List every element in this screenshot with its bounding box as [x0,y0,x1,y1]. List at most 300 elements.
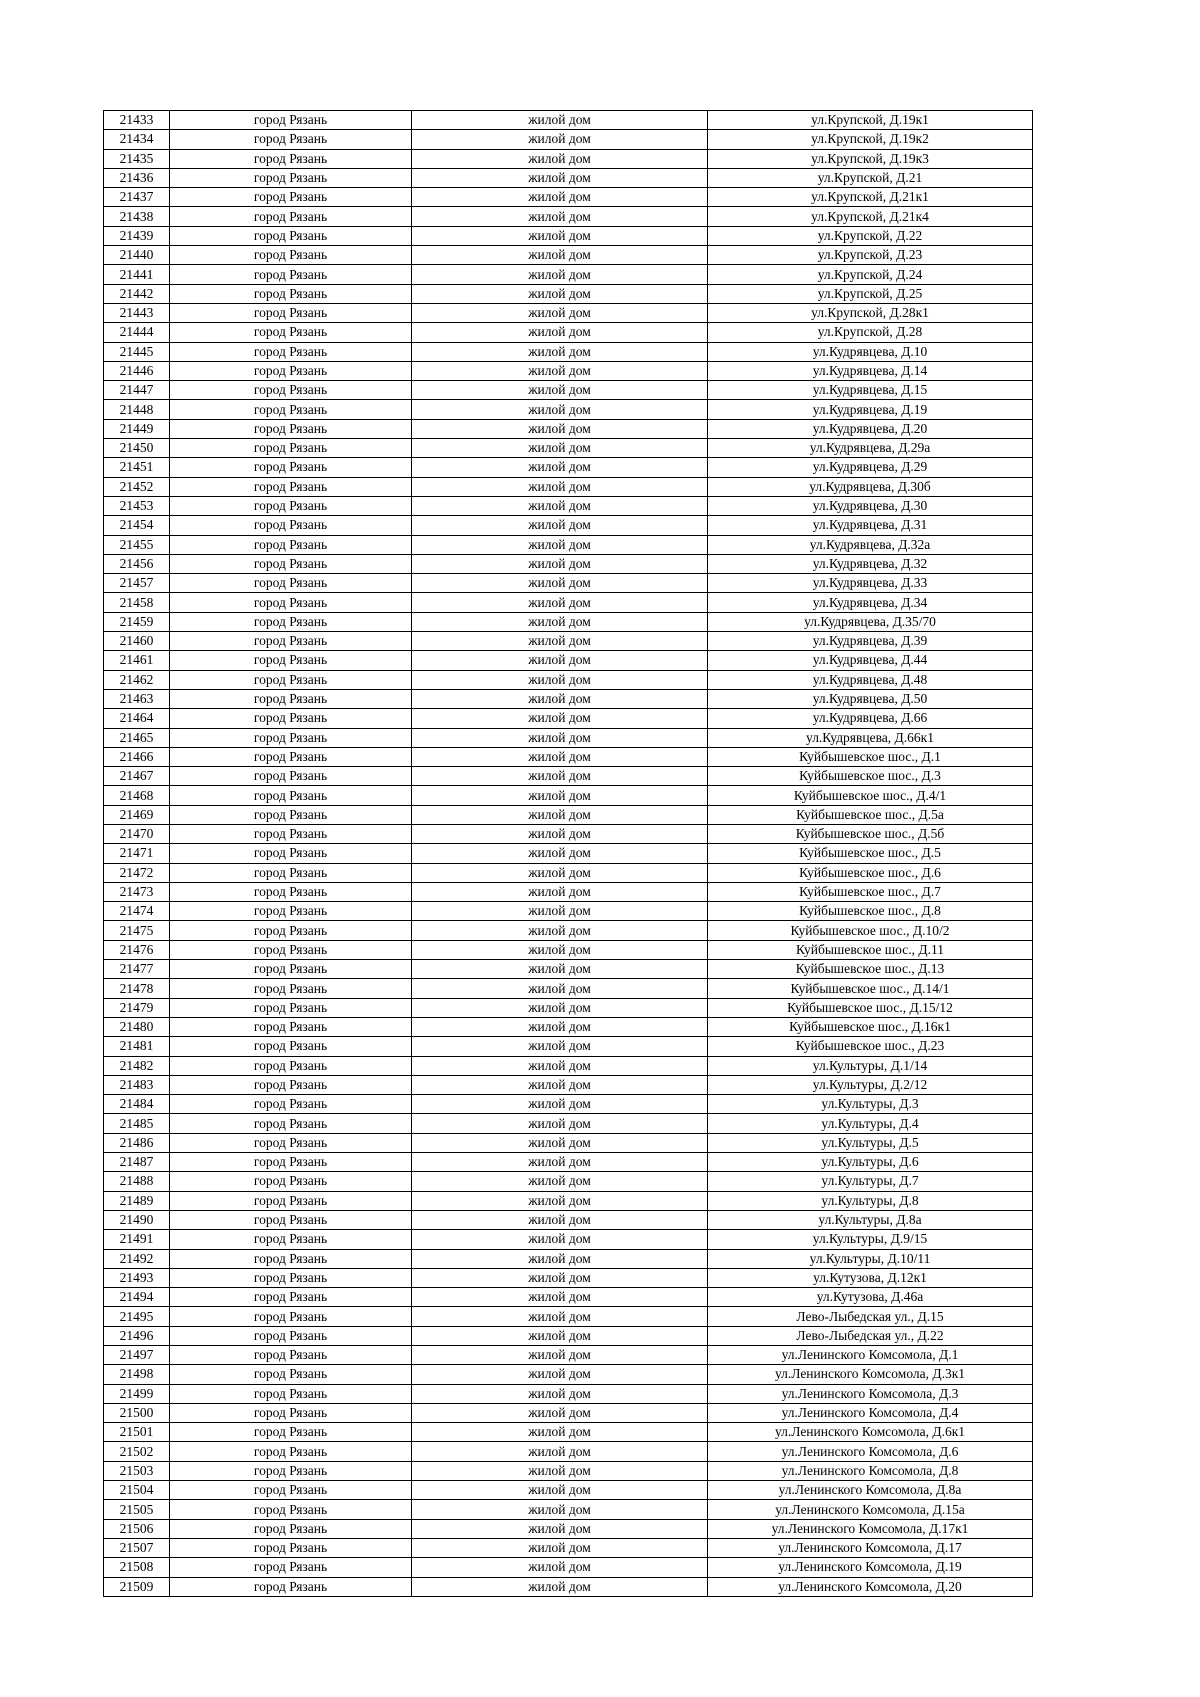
table-row [104,1442,1033,1461]
table-row [104,477,1033,496]
city-cell: город Рязань [170,844,412,863]
row-number-cell: 21441 [104,265,170,284]
city-cell: город Рязань [170,1210,412,1229]
city-cell: город Рязань [170,1017,412,1036]
address-cell: Куйбышевское шос., Д.15/12 [708,998,1033,1017]
row-number-cell: 21503 [104,1461,170,1480]
address-cell: Куйбышевское шос., Д.1 [708,747,1033,766]
building-type-cell: жилой дом [412,1326,708,1345]
address-cell: ул.Крупской, Д.21к1 [708,188,1033,207]
address-cell: ул.Ленинского Комсомола, Д.19 [708,1558,1033,1577]
row-number-cell: 21457 [104,574,170,593]
row-number-cell: 21455 [104,535,170,554]
row-number-cell: 21508 [104,1558,170,1577]
building-type-cell: жилой дом [412,265,708,284]
building-type-cell: жилой дом [412,1037,708,1056]
building-type-cell: жилой дом [412,844,708,863]
row-number-cell: 21468 [104,786,170,805]
city-cell: город Рязань [170,419,412,438]
building-type-cell: жилой дом [412,824,708,843]
address-cell: ул.Ленинского Комсомола, Д.17 [708,1538,1033,1557]
city-cell: город Рязань [170,342,412,361]
table-row [104,130,1033,149]
row-number-cell: 21479 [104,998,170,1017]
row-number-cell: 21476 [104,940,170,959]
address-cell: ул.Кудрявцева, Д.66к1 [708,728,1033,747]
building-type-cell: жилой дом [412,689,708,708]
address-cell: ул.Крупской, Д.28 [708,323,1033,342]
table-row [104,1153,1033,1172]
city-cell: город Рязань [170,1075,412,1094]
row-number-cell: 21444 [104,323,170,342]
building-type-cell: жилой дом [412,168,708,187]
building-type-cell: жилой дом [412,1442,708,1461]
table-row [104,496,1033,515]
building-type-cell: жилой дом [412,149,708,168]
city-cell: город Рязань [170,1538,412,1557]
address-cell: ул.Ленинского Комсомола, Д.1 [708,1346,1033,1365]
table-row [104,361,1033,380]
city-cell: город Рязань [170,381,412,400]
city-cell: город Рязань [170,1403,412,1422]
address-cell: ул.Культуры, Д.8а [708,1210,1033,1229]
row-number-cell: 21487 [104,1153,170,1172]
table-row [104,998,1033,1017]
building-type-cell: жилой дом [412,960,708,979]
city-cell: город Рязань [170,400,412,419]
row-number-cell: 21480 [104,1017,170,1036]
table-row [104,1403,1033,1422]
building-type-cell: жилой дом [412,419,708,438]
row-number-cell: 21507 [104,1538,170,1557]
row-number-cell: 21489 [104,1191,170,1210]
address-cell: ул.Кудрявцева, Д.32 [708,554,1033,573]
building-type-cell: жилой дом [412,226,708,245]
address-cell: ул.Культуры, Д.5 [708,1133,1033,1152]
address-cell: ул.Кудрявцева, Д.19 [708,400,1033,419]
city-cell: город Рязань [170,323,412,342]
row-number-cell: 21453 [104,496,170,515]
address-cell: Куйбышевское шос., Д.11 [708,940,1033,959]
table-row [104,1346,1033,1365]
building-type-cell: жилой дом [412,1153,708,1172]
city-cell: город Рязань [170,767,412,786]
row-number-cell: 21502 [104,1442,170,1461]
address-cell: Куйбышевское шос., Д.6 [708,863,1033,882]
row-number-cell: 21470 [104,824,170,843]
city-cell: город Рязань [170,998,412,1017]
row-number-cell: 21497 [104,1346,170,1365]
row-number-cell: 21478 [104,979,170,998]
building-type-cell: жилой дом [412,670,708,689]
row-number-cell: 21451 [104,458,170,477]
table-row [104,767,1033,786]
table-row [104,419,1033,438]
table-row [104,1191,1033,1210]
building-type-cell: жилой дом [412,747,708,766]
row-number-cell: 21452 [104,477,170,496]
table-row [104,844,1033,863]
city-cell: город Рязань [170,111,412,130]
table-row [104,1210,1033,1229]
building-type-cell: жилой дом [412,535,708,554]
building-type-cell: жилой дом [412,1095,708,1114]
row-number-cell: 21440 [104,246,170,265]
building-type-cell: жилой дом [412,207,708,226]
building-type-cell: жилой дом [412,863,708,882]
table-row [104,207,1033,226]
address-cell: ул.Культуры, Д.2/12 [708,1075,1033,1094]
row-number-cell: 21477 [104,960,170,979]
row-number-cell: 21472 [104,863,170,882]
city-cell: город Рязань [170,265,412,284]
table-row [104,632,1033,651]
table-row [104,1481,1033,1500]
table-row [104,1500,1033,1519]
table-row [104,979,1033,998]
row-number-cell: 21464 [104,709,170,728]
table-row [104,284,1033,303]
city-cell: город Рязань [170,1268,412,1287]
address-cell: ул.Кудрявцева, Д.50 [708,689,1033,708]
address-cell: ул.Кудрявцева, Д.10 [708,342,1033,361]
building-type-cell: жилой дом [412,496,708,515]
address-cell: Куйбышевское шос., Д.14/1 [708,979,1033,998]
row-number-cell: 21460 [104,632,170,651]
building-type-cell: жилой дом [412,516,708,535]
table-row [104,188,1033,207]
table-row [104,709,1033,728]
address-cell: Куйбышевское шос., Д.7 [708,882,1033,901]
address-cell: Куйбышевское шос., Д.13 [708,960,1033,979]
address-cell: ул.Культуры, Д.6 [708,1153,1033,1172]
city-cell: город Рязань [170,1288,412,1307]
building-type-cell: жилой дом [412,381,708,400]
row-number-cell: 21461 [104,651,170,670]
building-type-cell: жилой дом [412,1307,708,1326]
table-row [104,1017,1033,1036]
city-cell: город Рязань [170,689,412,708]
city-cell: город Рязань [170,863,412,882]
row-number-cell: 21509 [104,1577,170,1596]
address-cell: ул.Крупской, Д.25 [708,284,1033,303]
row-number-cell: 21436 [104,168,170,187]
address-cell: ул.Кудрявцева, Д.30 [708,496,1033,515]
address-cell: Куйбышевское шос., Д.4/1 [708,786,1033,805]
building-type-cell: жилой дом [412,284,708,303]
city-cell: город Рязань [170,1172,412,1191]
table-row [104,168,1033,187]
building-type-cell: жилой дом [412,188,708,207]
address-cell: ул.Крупской, Д.21 [708,168,1033,187]
row-number-cell: 21473 [104,882,170,901]
row-number-cell: 21435 [104,149,170,168]
table-row [104,323,1033,342]
row-number-cell: 21459 [104,612,170,631]
table-row [104,1423,1033,1442]
building-type-cell: жилой дом [412,1210,708,1229]
building-type-cell: жилой дом [412,1500,708,1519]
address-cell: ул.Кудрявцева, Д.31 [708,516,1033,535]
city-cell: город Рязань [170,458,412,477]
building-type-cell: жилой дом [412,1268,708,1287]
row-number-cell: 21443 [104,303,170,322]
address-cell: Куйбышевское шос., Д.5б [708,824,1033,843]
address-cell: Куйбышевское шос., Д.10/2 [708,921,1033,940]
city-cell: город Рязань [170,361,412,380]
row-number-cell: 21446 [104,361,170,380]
building-type-cell: жилой дом [412,1230,708,1249]
table-row [104,342,1033,361]
address-cell: Лево-Лыбедская ул., Д.15 [708,1307,1033,1326]
building-type-cell: жилой дом [412,1056,708,1075]
row-number-cell: 21448 [104,400,170,419]
city-cell: город Рязань [170,1326,412,1345]
city-cell: город Рязань [170,496,412,515]
row-number-cell: 21433 [104,111,170,130]
row-number-cell: 21463 [104,689,170,708]
address-cell: Лево-Лыбедская ул., Д.22 [708,1326,1033,1345]
city-cell: город Рязань [170,1423,412,1442]
row-number-cell: 21491 [104,1230,170,1249]
row-number-cell: 21484 [104,1095,170,1114]
table-row [104,689,1033,708]
city-cell: город Рязань [170,728,412,747]
table-row [104,651,1033,670]
city-cell: город Рязань [170,168,412,187]
table-row [104,111,1033,130]
building-type-cell: жилой дом [412,1481,708,1500]
city-cell: город Рязань [170,747,412,766]
table-row [104,1095,1033,1114]
city-cell: город Рязань [170,535,412,554]
city-cell: город Рязань [170,130,412,149]
city-cell: город Рязань [170,824,412,843]
row-number-cell: 21492 [104,1249,170,1268]
table-row [104,1056,1033,1075]
address-cell: ул.Культуры, Д.8 [708,1191,1033,1210]
city-cell: город Рязань [170,612,412,631]
city-cell: город Рязань [170,246,412,265]
address-cell: ул.Культуры, Д.9/15 [708,1230,1033,1249]
city-cell: город Рязань [170,1558,412,1577]
table-row [104,149,1033,168]
address-cell: ул.Ленинского Комсомола, Д.17к1 [708,1519,1033,1538]
building-type-cell: жилой дом [412,940,708,959]
table-row [104,439,1033,458]
building-type-cell: жилой дом [412,612,708,631]
table-row [104,265,1033,284]
row-number-cell: 21505 [104,1500,170,1519]
building-type-cell: жилой дом [412,709,708,728]
city-cell: город Рязань [170,574,412,593]
row-number-cell: 21494 [104,1288,170,1307]
row-number-cell: 21493 [104,1268,170,1287]
address-cell: ул.Кудрявцева, Д.39 [708,632,1033,651]
city-cell: город Рязань [170,226,412,245]
city-cell: город Рязань [170,960,412,979]
address-cell: ул.Крупской, Д.21к4 [708,207,1033,226]
table-row [104,1307,1033,1326]
city-cell: город Рязань [170,1153,412,1172]
city-cell: город Рязань [170,1481,412,1500]
row-number-cell: 21449 [104,419,170,438]
city-cell: город Рязань [170,1519,412,1538]
table-row [104,1172,1033,1191]
city-cell: город Рязань [170,1500,412,1519]
table-row [104,786,1033,805]
table-row [104,246,1033,265]
address-cell: ул.Кудрявцева, Д.48 [708,670,1033,689]
address-cell: ул.Культуры, Д.7 [708,1172,1033,1191]
table-row [104,1230,1033,1249]
city-cell: город Рязань [170,1365,412,1384]
city-cell: город Рязань [170,709,412,728]
address-cell: ул.Ленинского Комсомола, Д.4 [708,1403,1033,1422]
address-cell: ул.Ленинского Комсомола, Д.8 [708,1461,1033,1480]
city-cell: город Рязань [170,670,412,689]
row-number-cell: 21496 [104,1326,170,1345]
address-cell: ул.Крупской, Д.24 [708,265,1033,284]
building-type-cell: жилой дом [412,979,708,998]
address-cell: ул.Ленинского Комсомола, Д.15а [708,1500,1033,1519]
city-cell: город Рязань [170,303,412,322]
table-row [104,863,1033,882]
row-number-cell: 21483 [104,1075,170,1094]
table-row [104,574,1033,593]
building-type-cell: жилой дом [412,1133,708,1152]
building-type-cell: жилой дом [412,554,708,573]
row-number-cell: 21454 [104,516,170,535]
building-type-cell: жилой дом [412,1384,708,1403]
row-number-cell: 21481 [104,1037,170,1056]
city-cell: город Рязань [170,284,412,303]
city-cell: город Рязань [170,516,412,535]
row-number-cell: 21471 [104,844,170,863]
address-cell: ул.Ленинского Комсомола, Д.8а [708,1481,1033,1500]
row-number-cell: 21495 [104,1307,170,1326]
row-number-cell: 21488 [104,1172,170,1191]
building-type-cell: жилой дом [412,882,708,901]
building-type-cell: жилой дом [412,1519,708,1538]
row-number-cell: 21437 [104,188,170,207]
building-type-cell: жилой дом [412,1538,708,1557]
table-row [104,458,1033,477]
row-number-cell: 21469 [104,805,170,824]
row-number-cell: 21450 [104,439,170,458]
table-row [104,728,1033,747]
city-cell: город Рязань [170,651,412,670]
city-cell: город Рязань [170,554,412,573]
building-type-cell: жилой дом [412,458,708,477]
address-cell: ул.Кудрявцева, Д.30б [708,477,1033,496]
building-type-cell: жилой дом [412,1461,708,1480]
row-number-cell: 21506 [104,1519,170,1538]
row-number-cell: 21474 [104,902,170,921]
table-row [104,940,1033,959]
building-type-cell: жилой дом [412,767,708,786]
city-cell: город Рязань [170,1037,412,1056]
table-row [104,1365,1033,1384]
address-cell: ул.Культуры, Д.4 [708,1114,1033,1133]
table-row [104,1075,1033,1094]
address-cell: ул.Кудрявцева, Д.20 [708,419,1033,438]
city-cell: город Рязань [170,940,412,959]
address-cell: ул.Кудрявцева, Д.15 [708,381,1033,400]
address-cell: ул.Ленинского Комсомола, Д.3 [708,1384,1033,1403]
building-type-cell: жилой дом [412,1249,708,1268]
city-cell: город Рязань [170,1191,412,1210]
address-cell: Куйбышевское шос., Д.3 [708,767,1033,786]
table-row [104,1249,1033,1268]
building-type-cell: жилой дом [412,342,708,361]
address-cell: ул.Крупской, Д.19к1 [708,111,1033,130]
address-cell: ул.Кутузова, Д.12к1 [708,1268,1033,1287]
row-number-cell: 21462 [104,670,170,689]
address-cell: ул.Культуры, Д.3 [708,1095,1033,1114]
building-type-cell: жилой дом [412,1191,708,1210]
row-number-cell: 21482 [104,1056,170,1075]
building-type-cell: жилой дом [412,574,708,593]
address-cell: ул.Кудрявцева, Д.66 [708,709,1033,728]
city-cell: город Рязань [170,632,412,651]
table-row [104,902,1033,921]
row-number-cell: 21447 [104,381,170,400]
address-cell: ул.Кудрявцева, Д.29а [708,439,1033,458]
building-type-cell: жилой дом [412,1075,708,1094]
building-type-cell: жилой дом [412,1288,708,1307]
building-type-cell: жилой дом [412,593,708,612]
address-cell: Куйбышевское шос., Д.5 [708,844,1033,863]
address-cell: ул.Крупской, Д.19к3 [708,149,1033,168]
row-number-cell: 21458 [104,593,170,612]
building-type-cell: жилой дом [412,1172,708,1191]
address-cell: ул.Крупской, Д.23 [708,246,1033,265]
city-cell: город Рязань [170,786,412,805]
address-cell: ул.Кудрявцева, Д.14 [708,361,1033,380]
building-type-cell: жилой дом [412,111,708,130]
table-row [104,921,1033,940]
table-row [104,1037,1033,1056]
row-number-cell: 21456 [104,554,170,573]
address-cell: ул.Ленинского Комсомола, Д.20 [708,1577,1033,1596]
city-cell: город Рязань [170,1346,412,1365]
address-cell: ул.Кудрявцева, Д.44 [708,651,1033,670]
row-number-cell: 21490 [104,1210,170,1229]
city-cell: город Рязань [170,207,412,226]
row-number-cell: 21504 [104,1481,170,1500]
city-cell: город Рязань [170,149,412,168]
city-cell: город Рязань [170,1095,412,1114]
table-row [104,1384,1033,1403]
address-cell: ул.Кудрявцева, Д.32а [708,535,1033,554]
table-row [104,226,1033,245]
city-cell: город Рязань [170,882,412,901]
row-number-cell: 21434 [104,130,170,149]
city-cell: город Рязань [170,979,412,998]
address-cell: Куйбышевское шос., Д.23 [708,1037,1033,1056]
city-cell: город Рязань [170,805,412,824]
city-cell: город Рязань [170,477,412,496]
row-number-cell: 21439 [104,226,170,245]
city-cell: город Рязань [170,1230,412,1249]
building-type-cell: жилой дом [412,1365,708,1384]
row-number-cell: 21445 [104,342,170,361]
building-type-cell: жилой дом [412,477,708,496]
address-cell: ул.Кудрявцева, Д.34 [708,593,1033,612]
building-type-cell: жилой дом [412,805,708,824]
table-row [104,1288,1033,1307]
